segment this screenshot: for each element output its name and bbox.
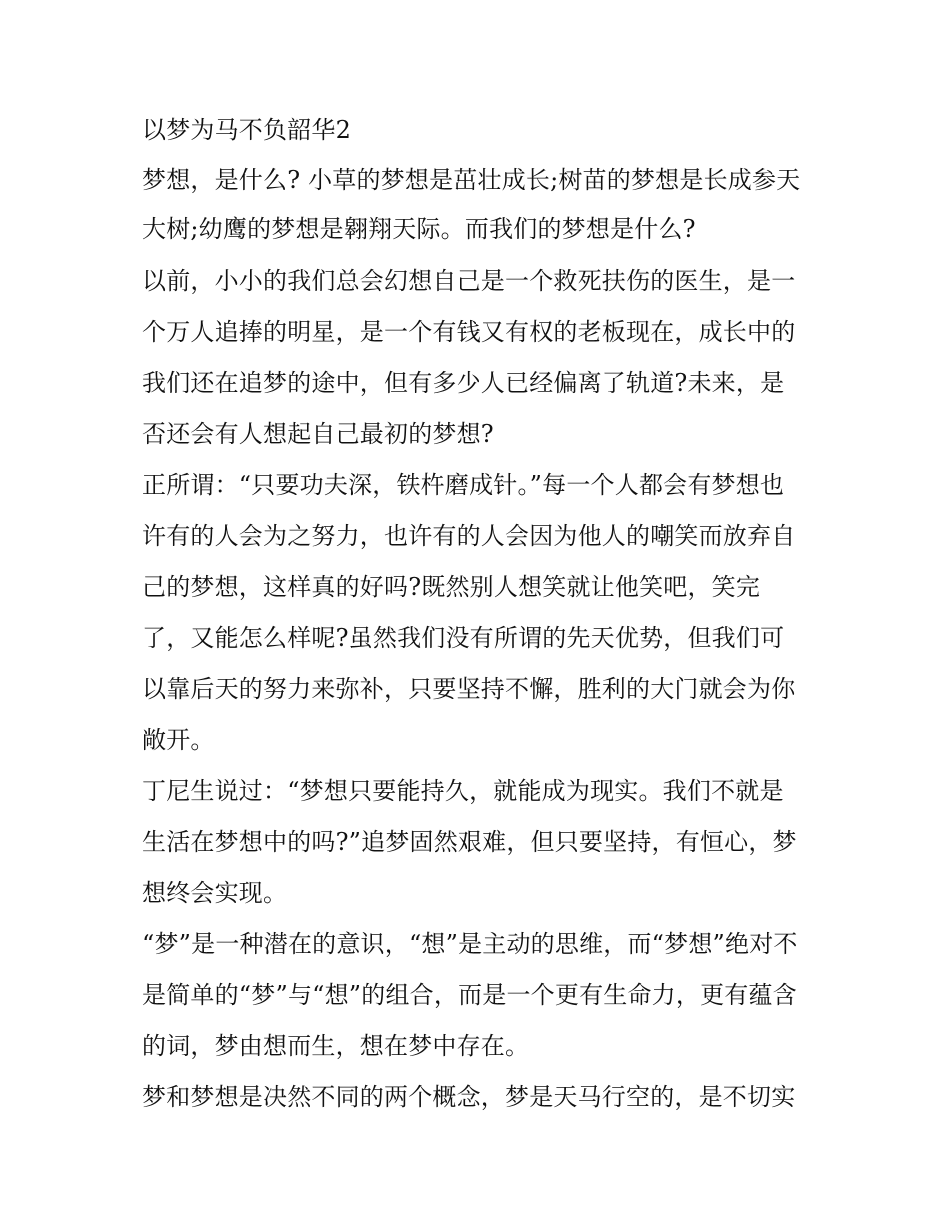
text-line: 敞开。 bbox=[142, 726, 215, 754]
text-line: 生活在梦想中的吗?”追梦固然艰难，但只要坚持，有恒心，梦 bbox=[142, 828, 797, 856]
text-line: 的词，梦由想而生，想在梦中存在。 bbox=[142, 1032, 530, 1060]
document-title: 以梦为马不负韶华2 bbox=[142, 116, 352, 144]
text-line: 己的梦想，这样真的好吗?既然别人想笑就让他笑吧，笑完 bbox=[142, 573, 761, 601]
text-line: 了，又能怎么样呢?虽然我们没有所谓的先天优势，但我们可 bbox=[142, 624, 785, 652]
text-line: 梦想，是什么? 小草的梦想是茁壮成长;树苗的梦想是长成参天 bbox=[142, 166, 801, 194]
text-line: 大树;幼鹰的梦想是翱翔天际。而我们的梦想是什么? bbox=[142, 215, 696, 243]
text-line: 想终会实现。 bbox=[142, 879, 288, 907]
text-line: “梦”是一种潜在的意识，“想”是主动的思维，而“梦想”绝对不 bbox=[142, 930, 798, 958]
text-line: 否还会有人想起自己最初的梦想? bbox=[142, 420, 494, 448]
text-line: 正所谓：“只要功夫深，铁杵磨成针。”每一个人都会有梦想也 bbox=[142, 471, 785, 499]
text-line: 许有的人会为之努力，也许有的人会因为他人的嘲笑而放弃自 bbox=[142, 522, 796, 550]
text-line: 我们还在追梦的途中，但有多少人已经偏离了轨道?未来，是 bbox=[142, 369, 785, 397]
text-line: 以前，小小的我们总会幻想自己是一个救死扶伤的医生，是一 bbox=[142, 267, 796, 295]
text-line: 个万人追捧的明星，是一个有钱又有权的老板现在，成长中的 bbox=[142, 318, 796, 346]
text-line: 梦和梦想是决然不同的两个概念，梦是天马行空的，是不切实 bbox=[142, 1083, 796, 1111]
text-line: 丁尼生说过：“梦想只要能持久，就能成为现实。我们不就是 bbox=[142, 777, 784, 805]
text-line: 是简单的“梦”与“想”的组合，而是一个更有生命力，更有蕴含 bbox=[142, 981, 797, 1009]
text-line: 以靠后天的努力来弥补，只要坚持不懈，胜利的大门就会为你 bbox=[142, 675, 796, 703]
